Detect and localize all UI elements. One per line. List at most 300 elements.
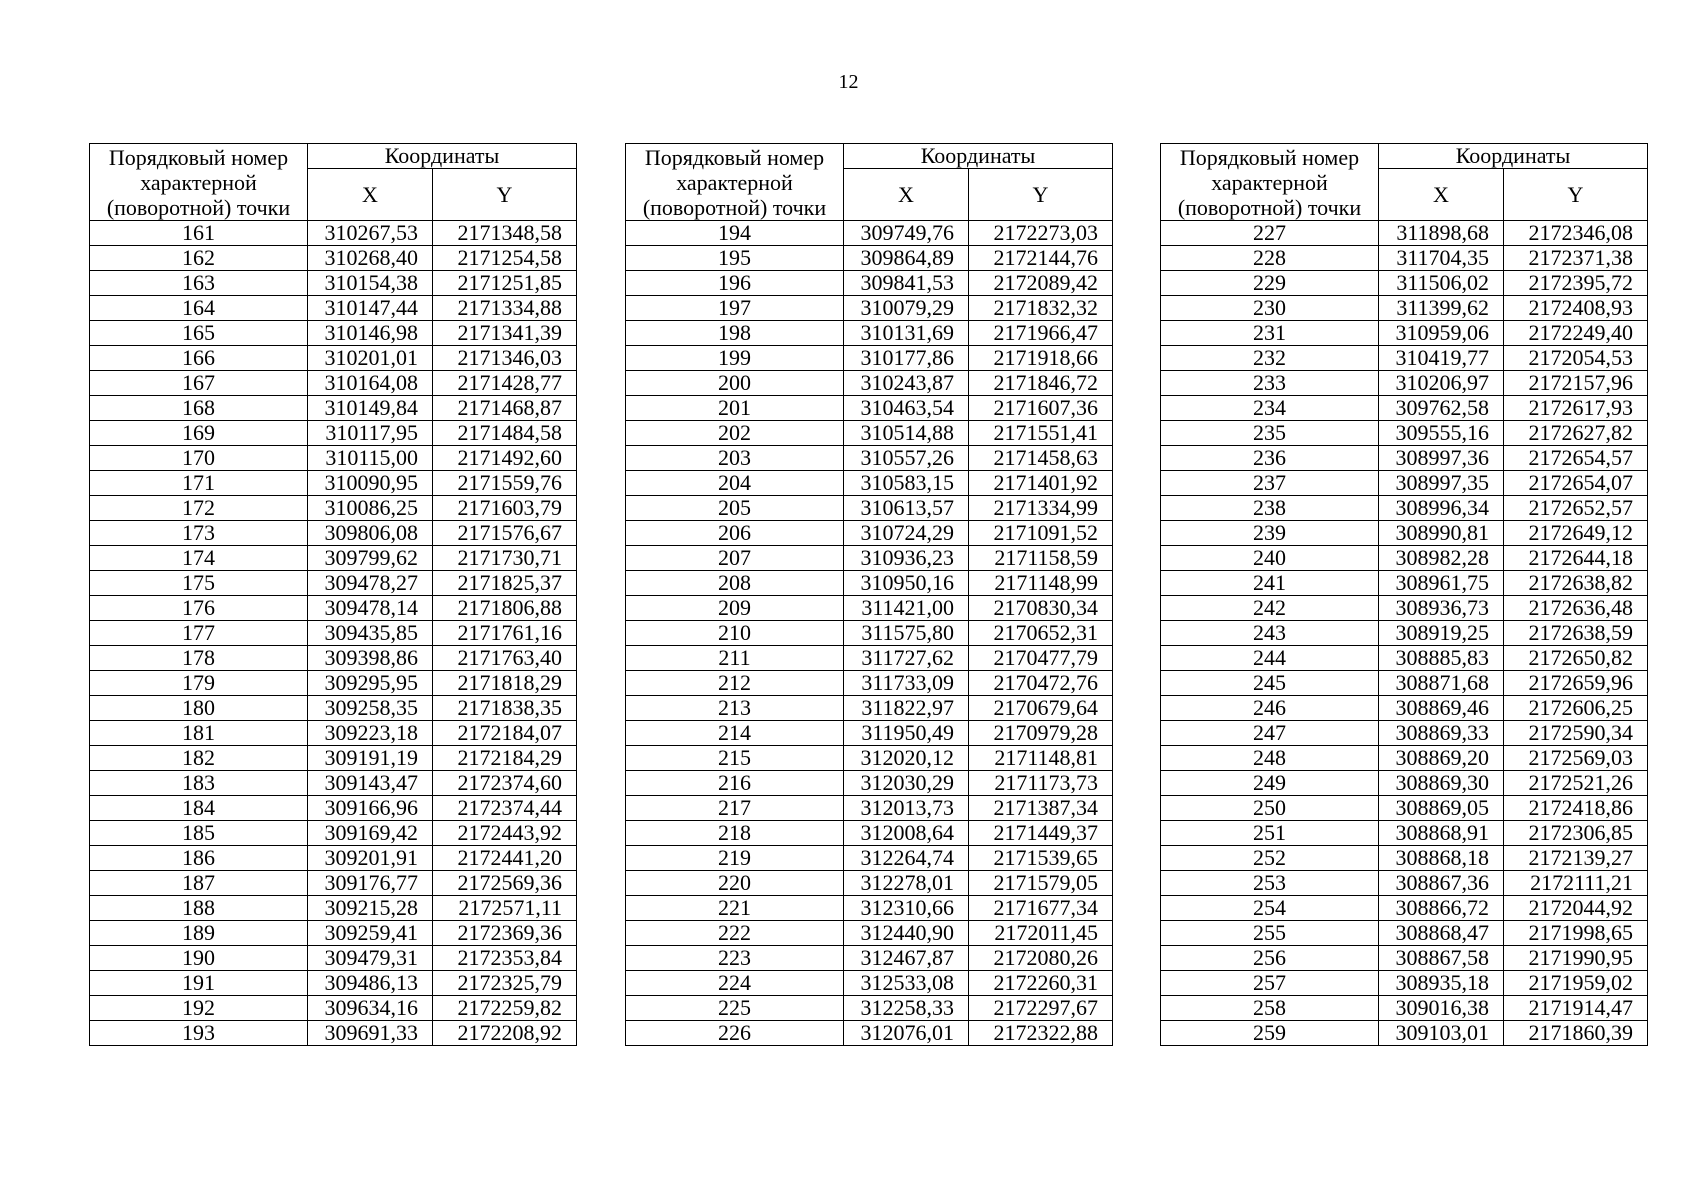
table-row — [1161, 721, 1648, 746]
table-row — [1161, 996, 1648, 1021]
x-coordinate-cell: 308869,33 — [1379, 721, 1504, 746]
x-coordinate-cell: 309799,62 — [308, 546, 433, 571]
y-coordinate-cell: 2170477,79 — [969, 646, 1113, 671]
table-row — [1161, 446, 1648, 471]
y-coordinate-cell: 2170652,31 — [969, 621, 1113, 646]
table-row — [626, 296, 1113, 321]
x-coordinate-cell: 310086,25 — [308, 496, 433, 521]
point-number-cell: 163 — [90, 271, 308, 296]
table-row — [626, 596, 1113, 621]
x-coordinate-cell: 310950,16 — [844, 571, 969, 596]
table-row — [1161, 271, 1648, 296]
point-number-cell: 258 — [1161, 996, 1379, 1021]
point-number-cell: 189 — [90, 921, 308, 946]
table-row — [626, 846, 1113, 871]
x-coordinate-cell: 309201,91 — [308, 846, 433, 871]
coordinates-header: Координаты — [1379, 144, 1648, 169]
table-row — [1161, 971, 1648, 996]
point-number-cell: 206 — [626, 521, 844, 546]
x-coordinate-cell: 312020,12 — [844, 746, 969, 771]
y-coordinate-cell: 2171484,58 — [433, 421, 577, 446]
point-number-cell: 227 — [1161, 221, 1379, 246]
table-row — [626, 246, 1113, 271]
point-number-cell: 248 — [1161, 746, 1379, 771]
point-number-cell: 219 — [626, 846, 844, 871]
table-row — [626, 821, 1113, 846]
x-coordinate-cell: 308990,81 — [1379, 521, 1504, 546]
table-row — [1161, 796, 1648, 821]
y-coordinate-cell: 2171607,36 — [969, 396, 1113, 421]
x-coordinate-cell: 310936,23 — [844, 546, 969, 571]
y-coordinate-cell: 2171346,03 — [433, 346, 577, 371]
table-row — [1161, 596, 1648, 621]
table-row — [90, 746, 577, 771]
table-row — [1161, 921, 1648, 946]
point-number-cell: 169 — [90, 421, 308, 446]
x-coordinate-cell: 308961,75 — [1379, 571, 1504, 596]
table-row — [1161, 846, 1648, 871]
table-row — [90, 996, 577, 1021]
x-coordinate-cell: 309295,95 — [308, 671, 433, 696]
point-number-cell: 245 — [1161, 671, 1379, 696]
y-coordinate-cell: 2171091,52 — [969, 521, 1113, 546]
point-number-cell: 241 — [1161, 571, 1379, 596]
table-row — [626, 746, 1113, 771]
x-coordinate-cell: 310154,38 — [308, 271, 433, 296]
point-number-cell: 195 — [626, 246, 844, 271]
x-coordinate-cell: 310147,44 — [308, 296, 433, 321]
x-coordinate-cell: 309259,41 — [308, 921, 433, 946]
y-coordinate-cell: 2172408,93 — [1504, 296, 1648, 321]
y-coordinate-cell: 2172374,44 — [433, 796, 577, 821]
y-coordinate-cell: 2171825,37 — [433, 571, 577, 596]
point-number-cell: 187 — [90, 871, 308, 896]
y-coordinate-cell: 2170679,64 — [969, 696, 1113, 721]
point-number-cell: 167 — [90, 371, 308, 396]
x-coordinate-cell: 309169,42 — [308, 821, 433, 846]
point-number-cell: 196 — [626, 271, 844, 296]
table-row — [1161, 946, 1648, 971]
x-coordinate-cell: 312013,73 — [844, 796, 969, 821]
y-coordinate-cell: 2170830,34 — [969, 596, 1113, 621]
x-coordinate-cell: 310149,84 — [308, 396, 433, 421]
table-row — [626, 771, 1113, 796]
table-row — [90, 296, 577, 321]
y-header: Y — [969, 169, 1113, 221]
table-row — [90, 496, 577, 521]
point-number-cell: 237 — [1161, 471, 1379, 496]
y-coordinate-cell: 2172636,48 — [1504, 596, 1648, 621]
x-coordinate-cell: 310959,06 — [1379, 321, 1504, 346]
point-number-cell: 235 — [1161, 421, 1379, 446]
y-coordinate-cell: 2172569,36 — [433, 871, 577, 896]
point-number-cell: 254 — [1161, 896, 1379, 921]
point-number-cell: 252 — [1161, 846, 1379, 871]
y-coordinate-cell: 2172654,57 — [1504, 446, 1648, 471]
y-coordinate-cell: 2171148,99 — [969, 571, 1113, 596]
point-number-cell: 236 — [1161, 446, 1379, 471]
table-row — [90, 596, 577, 621]
point-number-cell: 175 — [90, 571, 308, 596]
x-coordinate-cell: 309806,08 — [308, 521, 433, 546]
table-row — [90, 221, 577, 246]
y-coordinate-cell: 2171148,81 — [969, 746, 1113, 771]
table-row — [90, 321, 577, 346]
table-row — [626, 221, 1113, 246]
y-coordinate-cell: 2172184,07 — [433, 721, 577, 746]
y-coordinate-cell: 2172139,27 — [1504, 846, 1648, 871]
point-number-cell: 223 — [626, 946, 844, 971]
x-coordinate-cell: 311421,00 — [844, 596, 969, 621]
x-coordinate-cell: 308885,83 — [1379, 646, 1504, 671]
y-coordinate-cell: 2170472,76 — [969, 671, 1113, 696]
x-header: X — [844, 169, 969, 221]
table-row — [626, 471, 1113, 496]
coordinates-table-1 — [89, 143, 577, 1046]
x-coordinate-cell: 310268,40 — [308, 246, 433, 271]
table-row — [1161, 471, 1648, 496]
table-row — [626, 696, 1113, 721]
point-number-cell: 182 — [90, 746, 308, 771]
point-number-header: Порядковый номер характерной (поворотной) точки — [626, 144, 844, 221]
y-coordinate-cell: 2172259,82 — [433, 996, 577, 1021]
point-number-cell: 207 — [626, 546, 844, 571]
table-row — [626, 346, 1113, 371]
y-coordinate-cell: 2171576,67 — [433, 521, 577, 546]
table-row — [626, 496, 1113, 521]
x-coordinate-cell: 309176,77 — [308, 871, 433, 896]
y-coordinate-cell: 2171990,95 — [1504, 946, 1648, 971]
point-number-cell: 174 — [90, 546, 308, 571]
table-row — [90, 646, 577, 671]
coordinates-table-2 — [625, 143, 1113, 1046]
table-row — [1161, 521, 1648, 546]
x-coordinate-cell: 311727,62 — [844, 646, 969, 671]
table-row — [90, 421, 577, 446]
point-number-cell: 240 — [1161, 546, 1379, 571]
table-row — [90, 771, 577, 796]
point-number-cell: 185 — [90, 821, 308, 846]
point-number-cell: 222 — [626, 921, 844, 946]
point-number-cell: 198 — [626, 321, 844, 346]
x-coordinate-cell: 312030,29 — [844, 771, 969, 796]
point-number-cell: 246 — [1161, 696, 1379, 721]
y-coordinate-cell: 2172260,31 — [969, 971, 1113, 996]
y-coordinate-cell: 2171458,63 — [969, 446, 1113, 471]
y-coordinate-cell: 2172273,03 — [969, 221, 1113, 246]
table-row — [1161, 746, 1648, 771]
y-coordinate-cell: 2172617,93 — [1504, 396, 1648, 421]
x-coordinate-cell: 311575,80 — [844, 621, 969, 646]
table-row — [626, 646, 1113, 671]
x-coordinate-cell: 310267,53 — [308, 221, 433, 246]
table-row — [90, 896, 577, 921]
x-coordinate-cell: 310724,29 — [844, 521, 969, 546]
y-coordinate-cell: 2171254,58 — [433, 246, 577, 271]
table-row — [626, 371, 1113, 396]
table-row — [90, 671, 577, 696]
y-coordinate-cell: 2171914,47 — [1504, 996, 1648, 1021]
table-row — [90, 696, 577, 721]
point-number-cell: 203 — [626, 446, 844, 471]
table-row — [90, 846, 577, 871]
y-coordinate-cell: 2172346,08 — [1504, 221, 1648, 246]
x-coordinate-cell: 308869,05 — [1379, 796, 1504, 821]
x-coordinate-cell: 308936,73 — [1379, 596, 1504, 621]
table-row — [1161, 821, 1648, 846]
x-coordinate-cell: 309478,14 — [308, 596, 433, 621]
x-coordinate-cell: 308867,58 — [1379, 946, 1504, 971]
y-coordinate-cell: 2172249,40 — [1504, 321, 1648, 346]
y-coordinate-cell: 2172297,67 — [969, 996, 1113, 1021]
x-coordinate-cell: 311822,97 — [844, 696, 969, 721]
point-number-cell: 229 — [1161, 271, 1379, 296]
page-number: 12 — [838, 71, 859, 93]
point-number-cell: 194 — [626, 221, 844, 246]
y-coordinate-cell: 2171846,72 — [969, 371, 1113, 396]
y-coordinate-cell: 2171551,41 — [969, 421, 1113, 446]
y-coordinate-cell: 2172652,57 — [1504, 496, 1648, 521]
x-coordinate-cell: 308868,18 — [1379, 846, 1504, 871]
table-row — [1161, 896, 1648, 921]
y-coordinate-cell: 2171334,99 — [969, 496, 1113, 521]
x-coordinate-cell: 309215,28 — [308, 896, 433, 921]
table-row — [626, 1021, 1113, 1046]
x-coordinate-cell: 308867,36 — [1379, 871, 1504, 896]
y-coordinate-cell: 2172044,92 — [1504, 896, 1648, 921]
table-row — [90, 546, 577, 571]
y-coordinate-cell: 2172325,79 — [433, 971, 577, 996]
y-coordinate-cell: 2171603,79 — [433, 496, 577, 521]
point-number-cell: 231 — [1161, 321, 1379, 346]
x-coordinate-cell: 310117,95 — [308, 421, 433, 446]
coordinates-header: Координаты — [844, 144, 1113, 169]
table-row — [90, 1021, 577, 1046]
y-coordinate-cell: 2172650,82 — [1504, 646, 1648, 671]
x-coordinate-cell: 312264,74 — [844, 846, 969, 871]
y-coordinate-cell: 2171387,34 — [969, 796, 1113, 821]
x-coordinate-cell: 310146,98 — [308, 321, 433, 346]
table-row — [1161, 221, 1648, 246]
table-row — [1161, 396, 1648, 421]
point-number-cell: 230 — [1161, 296, 1379, 321]
point-number-cell: 171 — [90, 471, 308, 496]
point-number-cell: 232 — [1161, 346, 1379, 371]
table-row — [626, 796, 1113, 821]
table-row — [90, 821, 577, 846]
x-coordinate-cell: 309191,19 — [308, 746, 433, 771]
point-number-cell: 168 — [90, 396, 308, 421]
y-coordinate-cell: 2172590,34 — [1504, 721, 1648, 746]
point-number-cell: 162 — [90, 246, 308, 271]
y-coordinate-cell: 2172571,11 — [433, 896, 577, 921]
y-coordinate-cell: 2172395,72 — [1504, 271, 1648, 296]
table-row — [1161, 371, 1648, 396]
y-coordinate-cell: 2171761,16 — [433, 621, 577, 646]
x-coordinate-cell: 310164,08 — [308, 371, 433, 396]
table-row — [1161, 496, 1648, 521]
y-coordinate-cell: 2171818,29 — [433, 671, 577, 696]
x-coordinate-cell: 309555,16 — [1379, 421, 1504, 446]
table-row — [626, 996, 1113, 1021]
table-row — [1161, 646, 1648, 671]
x-coordinate-cell: 309478,27 — [308, 571, 433, 596]
y-coordinate-cell: 2171579,05 — [969, 871, 1113, 896]
x-coordinate-cell: 309103,01 — [1379, 1021, 1504, 1046]
y-coordinate-cell: 2172089,42 — [969, 271, 1113, 296]
x-coordinate-cell: 309749,76 — [844, 221, 969, 246]
y-coordinate-cell: 2171832,32 — [969, 296, 1113, 321]
x-coordinate-cell: 309691,33 — [308, 1021, 433, 1046]
x-coordinate-cell: 311704,35 — [1379, 246, 1504, 271]
y-coordinate-cell: 2171806,88 — [433, 596, 577, 621]
table-row — [90, 871, 577, 896]
y-coordinate-cell: 2171158,59 — [969, 546, 1113, 571]
table-row — [626, 721, 1113, 746]
table-row — [90, 371, 577, 396]
table-row — [1161, 671, 1648, 696]
y-coordinate-cell: 2171559,76 — [433, 471, 577, 496]
point-number-cell: 213 — [626, 696, 844, 721]
point-number-cell: 176 — [90, 596, 308, 621]
y-coordinate-cell: 2172649,12 — [1504, 521, 1648, 546]
table-row — [1161, 321, 1648, 346]
x-coordinate-cell: 310557,26 — [844, 446, 969, 471]
table-row — [90, 346, 577, 371]
x-coordinate-cell: 308868,47 — [1379, 921, 1504, 946]
x-coordinate-cell: 312533,08 — [844, 971, 969, 996]
table-row — [1161, 621, 1648, 646]
point-number-cell: 255 — [1161, 921, 1379, 946]
x-coordinate-cell: 310201,01 — [308, 346, 433, 371]
point-number-cell: 215 — [626, 746, 844, 771]
table-row — [90, 621, 577, 646]
y-coordinate-cell: 2171860,39 — [1504, 1021, 1648, 1046]
x-coordinate-cell: 310243,87 — [844, 371, 969, 396]
x-coordinate-cell: 310613,57 — [844, 496, 969, 521]
y-coordinate-cell: 2172080,26 — [969, 946, 1113, 971]
x-coordinate-cell: 310131,69 — [844, 321, 969, 346]
x-coordinate-cell: 309864,89 — [844, 246, 969, 271]
y-coordinate-cell: 2172322,88 — [969, 1021, 1113, 1046]
point-number-cell: 205 — [626, 496, 844, 521]
coordinates-table-3 — [1160, 143, 1648, 1046]
point-number-cell: 170 — [90, 446, 308, 471]
x-coordinate-cell: 308935,18 — [1379, 971, 1504, 996]
point-number-cell: 173 — [90, 521, 308, 546]
x-coordinate-cell: 310177,86 — [844, 346, 969, 371]
y-coordinate-cell: 2172638,59 — [1504, 621, 1648, 646]
x-coordinate-cell: 310206,97 — [1379, 371, 1504, 396]
y-coordinate-cell: 2171677,34 — [969, 896, 1113, 921]
x-coordinate-cell: 312440,90 — [844, 921, 969, 946]
y-coordinate-cell: 2172184,29 — [433, 746, 577, 771]
y-coordinate-cell: 2172654,07 — [1504, 471, 1648, 496]
y-coordinate-cell: 2171348,58 — [433, 221, 577, 246]
table-row — [626, 971, 1113, 996]
x-coordinate-cell: 308997,36 — [1379, 446, 1504, 471]
x-coordinate-cell: 310090,95 — [308, 471, 433, 496]
point-number-cell: 186 — [90, 846, 308, 871]
x-coordinate-cell: 308997,35 — [1379, 471, 1504, 496]
table-row — [626, 921, 1113, 946]
y-coordinate-cell: 2172638,82 — [1504, 571, 1648, 596]
table-row — [90, 796, 577, 821]
table-row — [90, 396, 577, 421]
point-number-cell: 177 — [90, 621, 308, 646]
y-coordinate-cell: 2171334,88 — [433, 296, 577, 321]
table-row — [626, 421, 1113, 446]
point-number-cell: 209 — [626, 596, 844, 621]
table-row — [1161, 421, 1648, 446]
point-number-cell: 197 — [626, 296, 844, 321]
point-number-cell: 216 — [626, 771, 844, 796]
x-coordinate-cell: 309166,96 — [308, 796, 433, 821]
y-coordinate-cell: 2172353,84 — [433, 946, 577, 971]
x-coordinate-cell: 310079,29 — [844, 296, 969, 321]
point-number-cell: 166 — [90, 346, 308, 371]
point-number-header: Порядковый номер характерной (поворотной) точки — [1161, 144, 1379, 221]
point-number-cell: 249 — [1161, 771, 1379, 796]
table-row — [90, 521, 577, 546]
x-coordinate-cell: 310514,88 — [844, 421, 969, 446]
point-number-cell: 201 — [626, 396, 844, 421]
point-number-cell: 211 — [626, 646, 844, 671]
point-number-cell: 192 — [90, 996, 308, 1021]
table-row — [90, 946, 577, 971]
table-row — [626, 621, 1113, 646]
y-coordinate-cell: 2171959,02 — [1504, 971, 1648, 996]
point-number-cell: 218 — [626, 821, 844, 846]
x-header: X — [308, 169, 433, 221]
point-number-cell: 244 — [1161, 646, 1379, 671]
y-coordinate-cell: 2171918,66 — [969, 346, 1113, 371]
point-number-cell: 193 — [90, 1021, 308, 1046]
point-number-cell: 210 — [626, 621, 844, 646]
table-row — [626, 321, 1113, 346]
point-number-cell: 257 — [1161, 971, 1379, 996]
y-coordinate-cell: 2172418,86 — [1504, 796, 1648, 821]
x-coordinate-cell: 309016,38 — [1379, 996, 1504, 1021]
x-coordinate-cell: 308869,30 — [1379, 771, 1504, 796]
x-coordinate-cell: 311399,62 — [1379, 296, 1504, 321]
table-row — [90, 571, 577, 596]
x-coordinate-cell: 310463,54 — [844, 396, 969, 421]
y-coordinate-cell: 2172521,26 — [1504, 771, 1648, 796]
point-number-cell: 221 — [626, 896, 844, 921]
y-coordinate-cell: 2172644,18 — [1504, 546, 1648, 571]
x-coordinate-cell: 312278,01 — [844, 871, 969, 896]
y-coordinate-cell: 2172054,53 — [1504, 346, 1648, 371]
point-number-cell: 191 — [90, 971, 308, 996]
point-number-cell: 234 — [1161, 396, 1379, 421]
y-coordinate-cell: 2172369,36 — [433, 921, 577, 946]
y-coordinate-cell: 2171401,92 — [969, 471, 1113, 496]
point-number-cell: 172 — [90, 496, 308, 521]
y-coordinate-cell: 2171763,40 — [433, 646, 577, 671]
point-number-cell: 180 — [90, 696, 308, 721]
table-row — [90, 246, 577, 271]
x-coordinate-cell: 312008,64 — [844, 821, 969, 846]
point-number-cell: 225 — [626, 996, 844, 1021]
table-row — [90, 971, 577, 996]
point-number-cell: 178 — [90, 646, 308, 671]
x-coordinate-cell: 310115,00 — [308, 446, 433, 471]
point-number-cell: 251 — [1161, 821, 1379, 846]
table-row — [1161, 296, 1648, 321]
point-number-cell: 243 — [1161, 621, 1379, 646]
table-row — [626, 946, 1113, 971]
